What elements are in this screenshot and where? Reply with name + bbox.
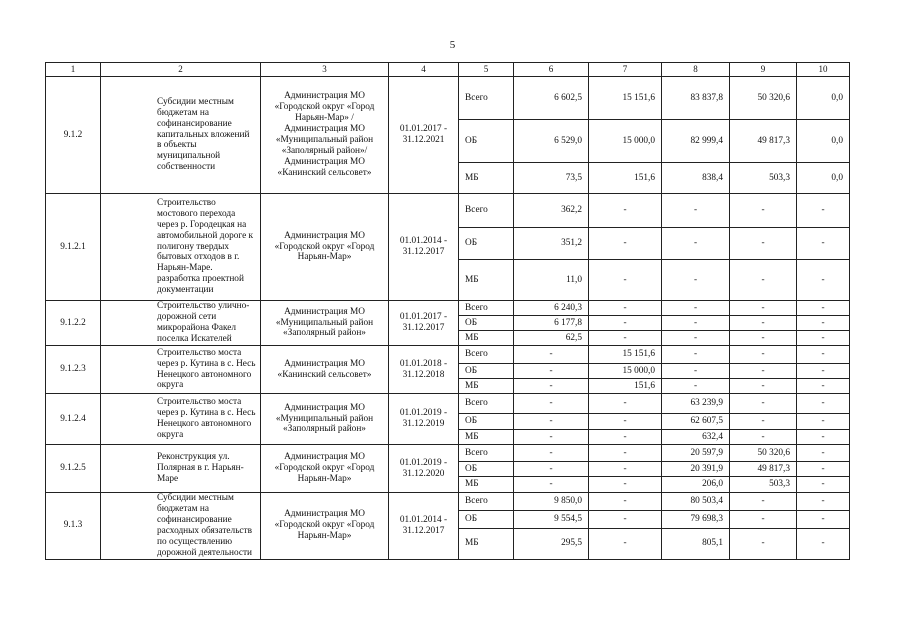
value-col-9: - <box>730 316 797 331</box>
value-col-7: - <box>589 477 662 493</box>
value-col-6: 6 177,8 <box>514 316 589 331</box>
value-col-7: - <box>589 394 662 414</box>
funding-source: ОБ <box>459 120 514 163</box>
value-col-6: 73,5 <box>514 163 589 194</box>
column-header-8: 8 <box>662 63 730 77</box>
column-header-7: 7 <box>589 63 662 77</box>
value-col-8: 20 597,9 <box>662 445 730 462</box>
value-col-9: - <box>730 260 797 301</box>
value-col-7: - <box>589 462 662 477</box>
value-col-7: - <box>589 301 662 316</box>
table-row <box>46 445 850 462</box>
column-header-9: 9 <box>730 63 797 77</box>
value-col-10: - <box>797 445 850 462</box>
table-row <box>46 301 850 316</box>
value-col-10: - <box>797 331 850 346</box>
value-col-6: 362,2 <box>514 194 589 228</box>
funding-source: ОБ <box>459 316 514 331</box>
item-name: Субсидии местным бюджетам на софинансирование капитальных вложений в объекты муниципальной собственности <box>101 77 261 194</box>
value-col-8: - <box>662 260 730 301</box>
value-col-8: 206,0 <box>662 477 730 493</box>
value-col-7: 15 151,6 <box>589 346 662 364</box>
value-col-8: - <box>662 346 730 364</box>
value-col-9: - <box>730 194 797 228</box>
value-col-7: - <box>589 528 662 559</box>
funding-source: Всего <box>459 394 514 414</box>
implementation-period: 01.01.2019 - 31.12.2020 <box>389 445 459 493</box>
funding-source: МБ <box>459 331 514 346</box>
item-code: 9.1.2.4 <box>46 394 101 445</box>
funding-source: ОБ <box>459 228 514 260</box>
value-col-8: 83 837,8 <box>662 77 730 120</box>
value-col-8: 805,1 <box>662 528 730 559</box>
value-col-9: - <box>730 364 797 379</box>
funding-source: Всего <box>459 445 514 462</box>
column-header-3: 3 <box>261 63 389 77</box>
responsible-organization: Администрация МО «Канинский сельсовет» <box>261 346 389 394</box>
funding-source: Всего <box>459 493 514 511</box>
value-col-10: - <box>797 493 850 511</box>
value-col-6: - <box>514 414 589 430</box>
table-row <box>46 394 850 414</box>
value-col-10: 0,0 <box>797 77 850 120</box>
column-header-4: 4 <box>389 63 459 77</box>
value-col-9: 49 817,3 <box>730 462 797 477</box>
funding-source: Всего <box>459 346 514 364</box>
value-col-10: - <box>797 301 850 316</box>
value-col-6: - <box>514 430 589 445</box>
value-col-7: - <box>589 430 662 445</box>
value-col-9: - <box>730 379 797 394</box>
value-col-6: - <box>514 445 589 462</box>
funding-source: МБ <box>459 430 514 445</box>
value-col-8: 79 698,3 <box>662 510 730 528</box>
value-col-8: - <box>662 379 730 394</box>
value-col-10: - <box>797 364 850 379</box>
responsible-organization: Администрация МО «Городской округ «Город Нарьян-Мар» <box>261 194 389 301</box>
column-header-6: 6 <box>514 63 589 77</box>
responsible-organization: Администрация МО «Муниципальный район «Заполярный район» <box>261 301 389 346</box>
funding-source: МБ <box>459 163 514 194</box>
implementation-period: 01.01.2019 - 31.12.2019 <box>389 394 459 445</box>
item-name: Строительство улично-дорожной сети микрорайона Факел поселка Искателей <box>101 301 261 346</box>
value-col-9: 50 320,6 <box>730 77 797 120</box>
value-col-9: 503,3 <box>730 163 797 194</box>
funding-source: Всего <box>459 301 514 316</box>
column-header-10: 10 <box>797 63 850 77</box>
implementation-period: 01.01.2014 - 31.12.2017 <box>389 493 459 560</box>
value-col-9: - <box>730 346 797 364</box>
value-col-9: 503,3 <box>730 477 797 493</box>
item-name: Строительство мостового перехода через р. Городецкая на автомобильной дороге к полигону твердых бытовых отходов в г. Нарьян-Маре. разработка проектной документации <box>101 194 261 301</box>
value-col-8: 63 239,9 <box>662 394 730 414</box>
value-col-10: - <box>797 430 850 445</box>
table-row <box>46 493 850 511</box>
value-col-8: - <box>662 331 730 346</box>
value-col-8: - <box>662 301 730 316</box>
value-col-9: - <box>730 301 797 316</box>
value-col-6: 9 850,0 <box>514 493 589 511</box>
table-body <box>46 63 850 560</box>
value-col-7: 15 000,0 <box>589 364 662 379</box>
funding-source: Всего <box>459 194 514 228</box>
value-col-10: 0,0 <box>797 163 850 194</box>
value-col-6: - <box>514 346 589 364</box>
funding-source: ОБ <box>459 364 514 379</box>
item-code: 9.1.3 <box>46 493 101 560</box>
item-code: 9.1.2 <box>46 77 101 194</box>
value-col-10: 0,0 <box>797 120 850 163</box>
value-col-9: - <box>730 331 797 346</box>
value-col-8: - <box>662 316 730 331</box>
responsible-organization: Администрация МО «Муниципальный район «Заполярный район» <box>261 394 389 445</box>
value-col-9: - <box>730 510 797 528</box>
value-col-7: 151,6 <box>589 163 662 194</box>
funding-source: Всего <box>459 77 514 120</box>
value-col-10: - <box>797 528 850 559</box>
value-col-6: - <box>514 364 589 379</box>
value-col-7: - <box>589 493 662 511</box>
column-header-5: 5 <box>459 63 514 77</box>
item-code: 9.1.2.2 <box>46 301 101 346</box>
value-col-9: - <box>730 430 797 445</box>
value-col-6: - <box>514 462 589 477</box>
value-col-6: 351,2 <box>514 228 589 260</box>
value-col-6: 6 529,0 <box>514 120 589 163</box>
value-col-7: - <box>589 228 662 260</box>
item-name: Субсидии местным бюджетам на софинансирование расходных обязательств по осуществлению дорожной деятельности <box>101 493 261 560</box>
value-col-8: - <box>662 228 730 260</box>
implementation-period: 01.01.2018 - 31.12.2018 <box>389 346 459 394</box>
column-header-1: 1 <box>46 63 101 77</box>
funding-source: ОБ <box>459 510 514 528</box>
value-col-9: 50 320,6 <box>730 445 797 462</box>
funding-source: МБ <box>459 477 514 493</box>
value-col-6: 295,5 <box>514 528 589 559</box>
value-col-10: - <box>797 316 850 331</box>
value-col-8: 82 999,4 <box>662 120 730 163</box>
value-col-10: - <box>797 510 850 528</box>
responsible-organization: Администрация МО «Городской округ «Город Нарьян-Мар» <box>261 445 389 493</box>
value-col-10: - <box>797 414 850 430</box>
value-col-9: - <box>730 528 797 559</box>
value-col-8: - <box>662 194 730 228</box>
column-header-row <box>46 63 850 77</box>
value-col-9: - <box>730 394 797 414</box>
value-col-10: - <box>797 462 850 477</box>
implementation-period: 01.01.2017 - 31.12.2021 <box>389 77 459 194</box>
value-col-10: - <box>797 228 850 260</box>
value-col-7: - <box>589 445 662 462</box>
value-col-6: 11,0 <box>514 260 589 301</box>
value-col-6: 9 554,5 <box>514 510 589 528</box>
value-col-6: - <box>514 477 589 493</box>
funding-source: МБ <box>459 260 514 301</box>
page-number: 5 <box>449 39 456 51</box>
value-col-7: 15 151,6 <box>589 77 662 120</box>
value-col-10: - <box>797 379 850 394</box>
value-col-8: 62 607,5 <box>662 414 730 430</box>
value-col-6: 6 240,3 <box>514 301 589 316</box>
value-col-8: 838,4 <box>662 163 730 194</box>
value-col-9: - <box>730 228 797 260</box>
value-col-7: - <box>589 194 662 228</box>
item-code: 9.1.2.3 <box>46 346 101 394</box>
value-col-8: 20 391,9 <box>662 462 730 477</box>
value-col-10: - <box>797 260 850 301</box>
funding-source: МБ <box>459 379 514 394</box>
item-name: Строительство моста через р. Кутина в с. Несь Ненецкого автономного округа <box>101 346 261 394</box>
value-col-7: 15 000,0 <box>589 120 662 163</box>
value-col-7: - <box>589 316 662 331</box>
implementation-period: 01.01.2017 - 31.12.2017 <box>389 301 459 346</box>
item-name: Строительство моста через р. Кутина в с. Несь Ненецкого автономного округа <box>101 394 261 445</box>
value-col-7: - <box>589 510 662 528</box>
item-name: Реконструкция ул. Полярная в г. Нарьян-Маре <box>101 445 261 493</box>
value-col-6: - <box>514 394 589 414</box>
budget-table <box>45 62 850 560</box>
item-code: 9.1.2.5 <box>46 445 101 493</box>
value-col-7: - <box>589 260 662 301</box>
implementation-period: 01.01.2014 - 31.12.2017 <box>389 194 459 301</box>
value-col-8: 80 503,4 <box>662 493 730 511</box>
value-col-9: - <box>730 493 797 511</box>
column-header-2: 2 <box>101 63 261 77</box>
value-col-7: - <box>589 331 662 346</box>
table-row <box>46 194 850 228</box>
funding-source: МБ <box>459 528 514 559</box>
value-col-6: 6 602,5 <box>514 77 589 120</box>
value-col-6: - <box>514 379 589 394</box>
value-col-10: - <box>797 194 850 228</box>
value-col-7: 151,6 <box>589 379 662 394</box>
value-col-9: 49 817,3 <box>730 120 797 163</box>
value-col-9: - <box>730 414 797 430</box>
funding-source: ОБ <box>459 462 514 477</box>
funding-source: ОБ <box>459 414 514 430</box>
value-col-7: - <box>589 414 662 430</box>
responsible-organization: Администрация МО «Городской округ «Город Нарьян-Мар» <box>261 493 389 560</box>
value-col-10: - <box>797 394 850 414</box>
table-row <box>46 77 850 120</box>
value-col-10: - <box>797 477 850 493</box>
item-code: 9.1.2.1 <box>46 194 101 301</box>
table-row <box>46 346 850 364</box>
responsible-organization: Администрация МО «Городской округ «Город Нарьян-Мар» / Администрация МО «Муниципальный район «Заполярный район»/ Администрация МО «Канинский сельсовет» <box>261 77 389 194</box>
value-col-10: - <box>797 346 850 364</box>
value-col-6: 62,5 <box>514 331 589 346</box>
value-col-8: - <box>662 364 730 379</box>
value-col-8: 632,4 <box>662 430 730 445</box>
